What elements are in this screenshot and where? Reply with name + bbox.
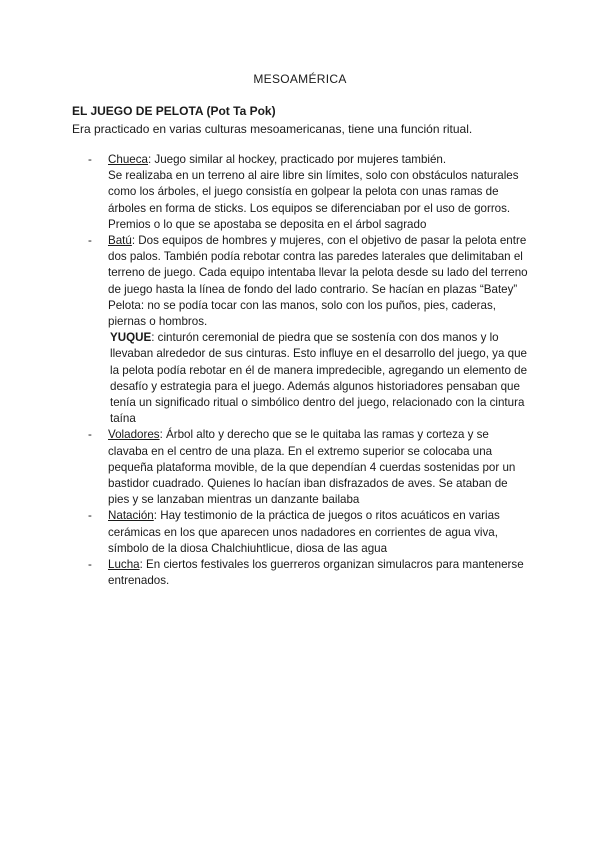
list-item-natacion	[72, 508, 532, 557]
bullet-dash: -	[88, 234, 92, 248]
item-text: : Árbol alto y derecho que se le quitaba las ramas y corteza y se clavaba en el centro de una plaza. En el extremo superior se colocaba una pequeña plataforma movible, de la que dependían 4 cuerdas sostenidas por un bastidor cuadrado. Quienes lo hacían iban disfrazados de aves. Se ataban de pies y se lanzaban mientras un danzante bailaba	[108, 428, 516, 507]
term-lucha: Lucha	[108, 558, 140, 572]
item-text: : Dos equipos de hombres y mujeres, con el objetivo de pasar la pelota entre dos palos. También podía rebotar contra las paredes laterales que delimitaban el terreno de juego. Cada equipo intentaba llevar la pelota desde su lado del terreno de juego hasta la línea de fondo del lado contrario. Se hacían en plazas “Batey”	[108, 234, 528, 296]
intro-paragraph: Era practicado en varias culturas mesoamericanas, tiene una función ritual.	[72, 122, 473, 136]
item-extra-text: Se realizaba en un terreno al aire libre sin límites, solo con obstáculos naturales como los árboles, el juego consistía en golpear la pelota con unas ramas de árboles en forma de sticks. Los equipos se diferenciaban por el uso de gorros. Premios o lo que se apostaba se deposita en el árbol sagrado	[108, 169, 519, 231]
term-batu: Batú	[108, 234, 132, 248]
item-text: : Juego similar al hockey, practicado por mujeres también.	[147, 153, 447, 166]
bullet-dash: -	[88, 509, 92, 523]
list-item-voladores	[72, 427, 532, 508]
bullet-dash: -	[88, 153, 92, 166]
list-item-batu	[72, 233, 532, 427]
term-voladores: Voladores	[108, 428, 160, 442]
yuque-text: : cinturón ceremonial de piedra que se sostenía con dos manos y lo llevaban alrededor de sus cinturas. Esto influye en el desarrollo del juego, ya que la pelota podía rebotar en él de manera impredecible, agregando un elemento de desafío y estrategia para el juego. Además algunos historiadores pensaban que tenía un significado ritual o simbólico dentro del juego, relacionado con la cintura taína	[110, 331, 528, 426]
bullet-dash: -	[88, 558, 92, 572]
pelota-text: Pelota: no se podía tocar con las manos, solo con los puños, pies, caderas, piernas o hombros.	[108, 298, 496, 329]
list-item-chueca	[72, 152, 532, 233]
item-text: : En ciertos festivales los guerreros organizan simulacros para mantenerse entrenados.	[108, 558, 524, 588]
term-chueca: Chueca	[108, 153, 148, 166]
list-item-lucha	[72, 557, 532, 589]
bullet-dash: -	[88, 428, 92, 442]
section-heading: EL JUEGO DE PELOTA (Pot Ta Pok)	[72, 104, 276, 118]
yuque-label: YUQUE	[110, 331, 152, 345]
page-title: MESOAMÉRICA	[253, 72, 347, 86]
item-text: : Hay testimonio de la práctica de juegos o ritos acuáticos en varias cerámicas en los que aparecen unos nadadores en corrientes de agua viva, símbolo de la diosa Chalchiuhtlicue, diosa de las agua	[108, 509, 500, 555]
term-natacion: Natación	[108, 509, 154, 523]
games-list	[72, 152, 532, 589]
